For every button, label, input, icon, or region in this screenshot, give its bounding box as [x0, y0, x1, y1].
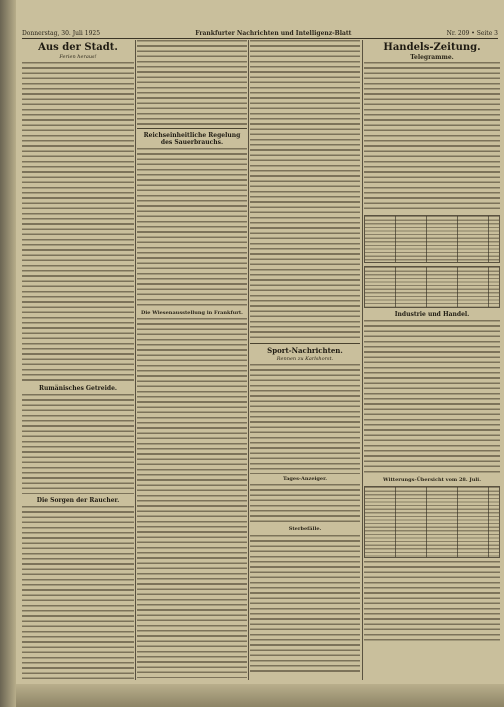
column-rule [248, 40, 249, 680]
article-heading: Reichseinheitliche Regelung des Sauerbrauchs. [143, 132, 241, 146]
article-body [22, 506, 134, 680]
section-subtitle: Rennen zu Karlshorst. [276, 356, 334, 362]
page-header [22, 28, 498, 39]
section-title-city: Aus der Stadt. [38, 42, 118, 53]
column-rule [362, 40, 363, 680]
table-caption: Witterungs-Übersicht vom 28. Juli. [383, 477, 481, 484]
article-body [364, 561, 500, 641]
article-heading: Industrie und Handel. [394, 311, 470, 319]
article-body [137, 318, 247, 678]
column-1 [22, 40, 134, 680]
header-date: Donnerstag, 30. Juli 1925 [22, 29, 101, 37]
article-body [364, 320, 500, 475]
article-body [250, 40, 360, 340]
market-table [364, 215, 500, 263]
article-body [250, 484, 360, 524]
section-subtitle: Telegramme. [410, 54, 454, 61]
article-body [250, 535, 360, 675]
article-heading: Rumänisches Getreide. [39, 385, 117, 393]
article-body [22, 62, 134, 382]
column-rule [135, 40, 136, 680]
page-bottom-edge [16, 684, 504, 707]
section-title-commerce: Handels-Zeitung. [383, 42, 481, 53]
article-heading: Sterbefälle. [288, 526, 322, 533]
divider [250, 343, 360, 344]
column-2 [137, 40, 247, 680]
article-body [137, 148, 247, 308]
article-heading: Tages-Anzeiger. [282, 476, 328, 483]
article-body [364, 62, 500, 212]
article-body [250, 364, 360, 474]
header-masthead: Frankfurter Nachrichten und Intelligenz-Blatt [195, 29, 352, 37]
article-heading: Die Wiesenausstellung in Frankfurt. [141, 310, 243, 316]
article-body [137, 40, 247, 125]
header-page-number: Nr. 209 • Seite 3 [446, 29, 498, 37]
section-subtitle: Ferien heraus! [59, 54, 97, 60]
weather-table [364, 486, 500, 558]
article-heading: Die Sorgen der Raucher. [36, 497, 120, 505]
article-body [22, 394, 134, 494]
column-4 [364, 40, 500, 680]
market-table [364, 266, 500, 308]
page-binding-edge [0, 0, 16, 707]
divider [137, 128, 247, 129]
column-3 [250, 40, 360, 680]
section-title-sport: Sport-Nachrichten. [267, 346, 343, 355]
